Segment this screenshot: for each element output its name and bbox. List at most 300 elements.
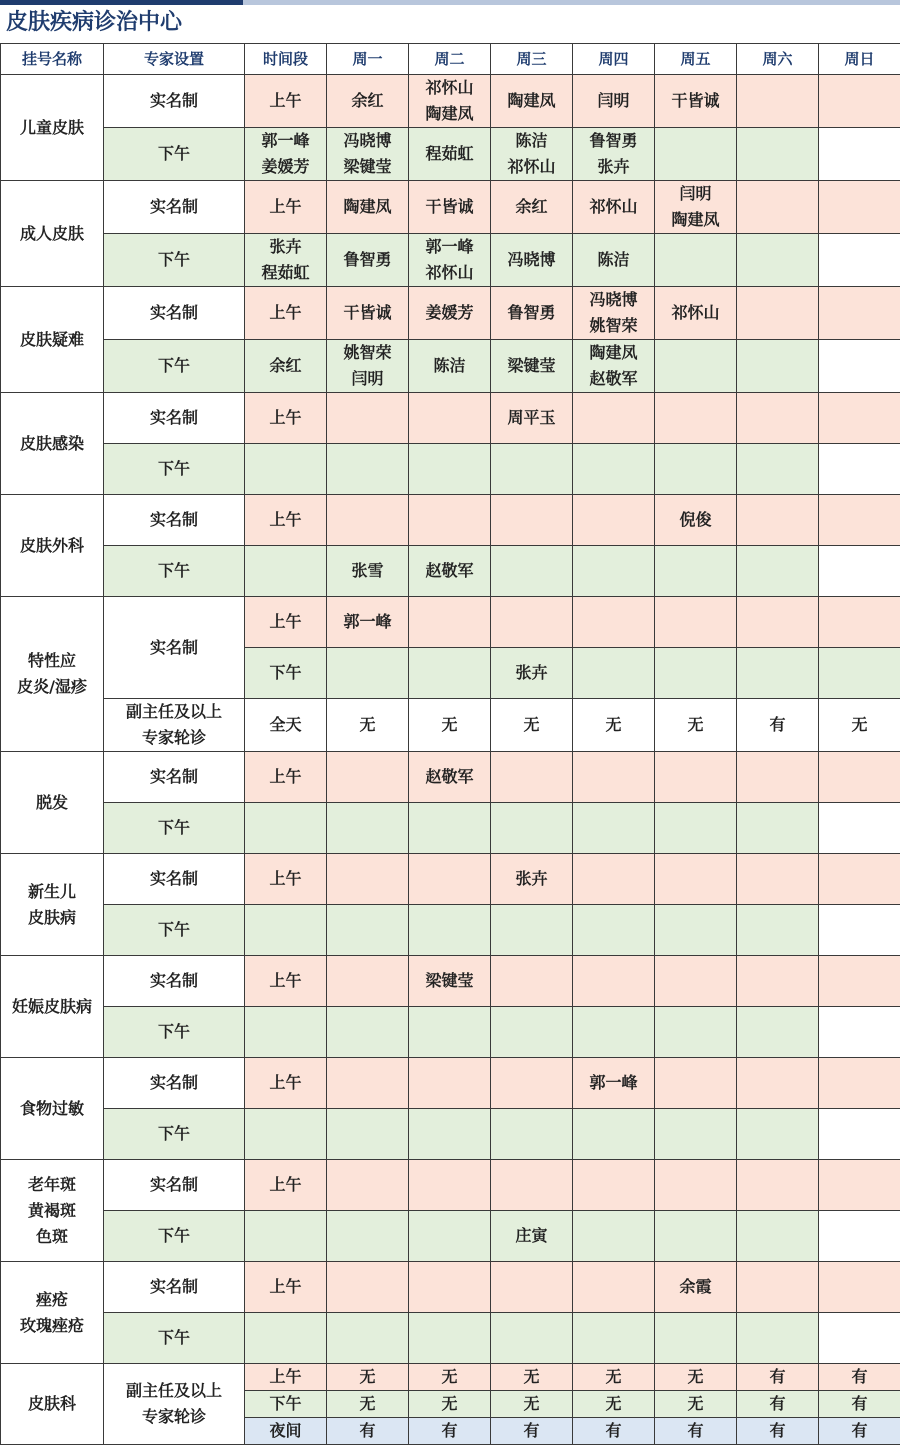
schedule-cell [409, 803, 491, 854]
schedule-cell [245, 546, 327, 597]
schedule-cell [819, 854, 900, 905]
schedule-cell [819, 287, 900, 340]
cell-text: 副主任及以上 [104, 1378, 244, 1404]
cell-text: 无 [655, 1391, 736, 1417]
schedule-cell [327, 752, 409, 803]
schedule-cell [327, 128, 409, 181]
schedule-cell [737, 803, 819, 854]
schedule-cell [491, 495, 573, 546]
cell-text: 有 [819, 1391, 900, 1417]
schedule-cell [327, 495, 409, 546]
schedule-cell [491, 699, 573, 752]
schedule-cell [327, 181, 409, 234]
schedule-cell [491, 854, 573, 905]
cell-text: 陶建凤 [409, 101, 490, 127]
table-row [1, 234, 900, 287]
expert-setting-cell [104, 854, 245, 905]
header-saturday: 周六 [737, 44, 819, 75]
cell-text: 无 [409, 1364, 490, 1390]
schedule-cell [491, 1058, 573, 1109]
cell-text: 实名制 [104, 764, 244, 790]
schedule-cell [491, 181, 573, 234]
cell-text: 无 [491, 1391, 572, 1417]
schedule-cell [737, 1160, 819, 1211]
cell-text: 祁怀山 [491, 154, 572, 180]
schedule-cell [409, 1211, 491, 1262]
time-period-cell: 上午 [245, 75, 327, 128]
cell-text: 痤疮 [1, 1287, 103, 1313]
cell-text: 祁怀山 [409, 75, 490, 101]
schedule-cell [491, 648, 573, 699]
schedule-cell [819, 75, 900, 128]
schedule-cell [409, 956, 491, 1007]
expert-setting-cell [104, 1364, 245, 1445]
cell-text: 皮肤外科 [1, 533, 103, 559]
cell-text: 周平玉 [491, 405, 572, 431]
cell-text: 实名制 [104, 866, 244, 892]
schedule-cell [573, 597, 655, 648]
cell-text: 有 [819, 1364, 900, 1390]
schedule-cell [491, 75, 573, 128]
schedule-cell [655, 393, 737, 444]
schedule-cell [573, 444, 655, 495]
cell-text: 梁键莹 [491, 353, 572, 379]
schedule-cell [491, 546, 573, 597]
time-period-cell: 下午 [104, 546, 245, 597]
cell-text: 脱发 [1, 790, 103, 816]
cell-text: 实名制 [104, 300, 244, 326]
cell-text: 实名制 [104, 968, 244, 994]
table-row [1, 444, 900, 495]
schedule-cell [655, 234, 737, 287]
schedule-cell [655, 1058, 737, 1109]
schedule-cell [737, 597, 819, 648]
expert-setting-cell [104, 1058, 245, 1109]
registration-name-cell [1, 75, 104, 181]
cell-text: 陈洁 [409, 353, 490, 379]
schedule-cell [737, 1109, 819, 1160]
schedule-cell [655, 648, 737, 699]
schedule-cell [655, 1313, 737, 1364]
schedule-cell [491, 1211, 573, 1262]
schedule-cell [327, 1391, 409, 1418]
schedule-cell [655, 699, 737, 752]
cell-text: 倪俊 [655, 507, 736, 533]
cell-text: 无 [573, 1364, 654, 1390]
schedule-cell [819, 752, 900, 803]
header-registration-name: 挂号名称 [1, 44, 104, 75]
time-period-cell: 夜间 [245, 1418, 327, 1445]
schedule-cell [409, 854, 491, 905]
header-time-period: 时间段 [245, 44, 327, 75]
schedule-cell [573, 234, 655, 287]
table-row [1, 1058, 900, 1109]
schedule-cell [491, 956, 573, 1007]
cell-text: 皮肤疑难 [1, 327, 103, 353]
time-period-cell: 上午 [245, 854, 327, 905]
schedule-cell [819, 181, 900, 234]
expert-setting-cell [104, 597, 245, 699]
cell-text: 闫明 [327, 366, 408, 392]
schedule-cell [655, 287, 737, 340]
schedule-cell [573, 340, 655, 393]
schedule-cell [819, 1262, 900, 1313]
schedule-cell [737, 1007, 819, 1058]
schedule-cell [409, 1418, 491, 1445]
cell-text: 赵敬军 [573, 366, 654, 392]
time-period-cell: 下午 [104, 905, 245, 956]
cell-text: 陶建凤 [327, 194, 408, 220]
cell-text: 鲁智勇 [327, 247, 408, 273]
schedule-cell [655, 546, 737, 597]
schedule-cell [327, 597, 409, 648]
schedule-cell [409, 1160, 491, 1211]
schedule-cell [491, 1418, 573, 1445]
schedule-cell [573, 393, 655, 444]
cell-text: 张卉 [573, 154, 654, 180]
schedule-cell [245, 128, 327, 181]
cell-text: 郭一峰 [573, 1070, 654, 1096]
cell-text: 实名制 [104, 635, 244, 661]
cell-text: 程茹虹 [245, 260, 326, 286]
time-period-cell: 上午 [245, 1160, 327, 1211]
schedule-cell [737, 752, 819, 803]
table-row [1, 752, 900, 803]
schedule-cell [573, 1109, 655, 1160]
cell-text: 无 [409, 1391, 490, 1417]
registration-name-cell [1, 1262, 104, 1364]
schedule-cell [245, 1007, 327, 1058]
schedule-cell [573, 287, 655, 340]
cell-text: 专家轮诊 [104, 725, 244, 751]
schedule-cell [409, 1313, 491, 1364]
schedule-cell [737, 905, 819, 956]
schedule-cell [655, 75, 737, 128]
table-row [1, 546, 900, 597]
time-period-cell: 下午 [245, 648, 327, 699]
registration-name-cell [1, 1364, 104, 1445]
cell-text: 无 [819, 712, 900, 738]
schedule-cell [819, 597, 900, 648]
time-period-cell: 全天 [245, 699, 327, 752]
schedule-body [1, 75, 900, 1445]
schedule-cell [409, 905, 491, 956]
schedule-cell [573, 854, 655, 905]
table-row [1, 1364, 900, 1391]
cell-text: 祁怀山 [409, 260, 490, 286]
cell-text: 无 [409, 712, 490, 738]
schedule-cell [409, 597, 491, 648]
schedule-cell [737, 128, 819, 181]
schedule-cell [409, 1007, 491, 1058]
cell-text: 陈洁 [491, 128, 572, 154]
table-row [1, 597, 900, 648]
table-row [1, 75, 900, 128]
schedule-cell [245, 1109, 327, 1160]
schedule-cell [655, 1262, 737, 1313]
cell-text: 郭一峰 [409, 234, 490, 260]
cell-text: 祁怀山 [655, 300, 736, 326]
cell-text: 无 [573, 1391, 654, 1417]
cell-text: 无 [491, 1364, 572, 1390]
schedule-cell [655, 1007, 737, 1058]
schedule-cell [737, 1058, 819, 1109]
schedule-cell [573, 1313, 655, 1364]
schedule-cell [819, 956, 900, 1007]
schedule-cell [573, 495, 655, 546]
schedule-cell [491, 1313, 573, 1364]
schedule-cell [327, 546, 409, 597]
schedule-cell [573, 128, 655, 181]
schedule-cell [327, 234, 409, 287]
cell-text: 余红 [327, 88, 408, 114]
schedule-cell [573, 1160, 655, 1211]
schedule-cell [491, 752, 573, 803]
cell-text: 特性应 [1, 648, 103, 674]
cell-text: 程茹虹 [409, 141, 490, 167]
cell-text: 妊娠皮肤病 [1, 994, 103, 1020]
schedule-cell [327, 287, 409, 340]
cell-text: 有 [655, 1418, 736, 1444]
schedule-cell [245, 803, 327, 854]
header-monday: 周一 [327, 44, 409, 75]
cell-text: 实名制 [104, 1172, 244, 1198]
registration-name-cell [1, 287, 104, 393]
schedule-cell [655, 803, 737, 854]
schedule-cell [409, 1364, 491, 1391]
cell-text: 皮肤科 [1, 1391, 103, 1417]
schedule-cell [409, 1109, 491, 1160]
header-wednesday: 周三 [491, 44, 573, 75]
table-row [1, 905, 900, 956]
schedule-cell [573, 1007, 655, 1058]
table-row [1, 1007, 900, 1058]
schedule-cell [573, 1211, 655, 1262]
schedule-cell [409, 699, 491, 752]
cell-text: 陶建凤 [573, 340, 654, 366]
cell-text: 梁键莹 [327, 154, 408, 180]
cell-text: 张卉 [491, 866, 572, 892]
schedule-cell [491, 1007, 573, 1058]
schedule-cell [573, 1418, 655, 1445]
cell-text: 冯晓博 [327, 128, 408, 154]
table-row [1, 1160, 900, 1211]
schedule-cell [327, 1313, 409, 1364]
schedule-cell [409, 234, 491, 287]
cell-text: 老年斑 [1, 1172, 103, 1198]
registration-name-cell [1, 854, 104, 956]
schedule-cell [655, 1109, 737, 1160]
schedule-cell [491, 393, 573, 444]
time-period-cell: 上午 [245, 393, 327, 444]
registration-name-cell [1, 597, 104, 752]
schedule-cell [737, 854, 819, 905]
cell-text: 食物过敏 [1, 1096, 103, 1122]
table-row [1, 1211, 900, 1262]
cell-text: 实名制 [104, 507, 244, 533]
table-row [1, 128, 900, 181]
cell-text: 郭一峰 [327, 609, 408, 635]
cell-text: 姜媛芳 [245, 154, 326, 180]
cell-text: 余红 [245, 353, 326, 379]
schedule-cell [737, 699, 819, 752]
schedule-cell [327, 1418, 409, 1445]
schedule-cell [737, 181, 819, 234]
page-title: 皮肤疾病诊治中心 [6, 8, 182, 38]
cell-text: 陈洁 [573, 247, 654, 273]
header-row [1, 44, 900, 75]
schedule-cell [573, 1058, 655, 1109]
cell-text: 无 [573, 712, 654, 738]
cell-text: 副主任及以上 [104, 699, 244, 725]
schedule-cell [409, 128, 491, 181]
cell-text: 陶建凤 [491, 88, 572, 114]
schedule-cell [655, 1418, 737, 1445]
schedule-cell [245, 340, 327, 393]
schedule-cell [491, 287, 573, 340]
schedule-cell [491, 1160, 573, 1211]
schedule-cell [327, 444, 409, 495]
schedule-cell [655, 752, 737, 803]
schedule-cell [327, 1160, 409, 1211]
schedule-cell [573, 75, 655, 128]
table-row [1, 495, 900, 546]
schedule-cell [573, 905, 655, 956]
cell-text: 无 [327, 712, 408, 738]
schedule-cell [573, 803, 655, 854]
cell-text: 姚智荣 [573, 313, 654, 339]
registration-name-cell [1, 1160, 104, 1262]
cell-text: 梁键莹 [409, 968, 490, 994]
cell-text: 有 [573, 1418, 654, 1444]
schedule-cell [327, 340, 409, 393]
cell-text: 成人皮肤 [1, 221, 103, 247]
header-tuesday: 周二 [409, 44, 491, 75]
schedule-cell [409, 1262, 491, 1313]
time-period-cell: 下午 [104, 1007, 245, 1058]
schedule-cell [655, 597, 737, 648]
schedule-cell [737, 75, 819, 128]
schedule-cell [409, 444, 491, 495]
time-period-cell: 下午 [104, 128, 245, 181]
schedule-cell [737, 287, 819, 340]
schedule-cell [819, 699, 900, 752]
schedule-cell [655, 181, 737, 234]
schedule-cell [491, 1262, 573, 1313]
schedule-cell [819, 1160, 900, 1211]
schedule-cell [819, 648, 900, 699]
schedule-cell [819, 1418, 900, 1445]
expert-setting-cell [104, 181, 245, 234]
schedule-cell [573, 1364, 655, 1391]
schedule-cell [409, 75, 491, 128]
schedule-cell [737, 393, 819, 444]
schedule-cell [573, 181, 655, 234]
schedule-cell [409, 181, 491, 234]
schedule-cell [737, 1211, 819, 1262]
schedule-cell [409, 1058, 491, 1109]
schedule-cell [491, 1109, 573, 1160]
schedule-cell [327, 1364, 409, 1391]
schedule-cell [327, 803, 409, 854]
schedule-cell [327, 699, 409, 752]
schedule-cell [491, 905, 573, 956]
cell-text: 无 [327, 1391, 408, 1417]
expert-setting-cell [104, 287, 245, 340]
cell-text: 皮肤感染 [1, 431, 103, 457]
cell-text: 祁怀山 [573, 194, 654, 220]
time-period-cell: 下午 [104, 1313, 245, 1364]
schedule-cell [327, 1058, 409, 1109]
cell-text: 无 [327, 1364, 408, 1390]
schedule-cell [327, 648, 409, 699]
schedule-cell [409, 546, 491, 597]
schedule-cell [327, 75, 409, 128]
cell-text: 色斑 [1, 1224, 103, 1250]
time-period-cell: 下午 [104, 444, 245, 495]
table-row [1, 1313, 900, 1364]
schedule-cell [737, 648, 819, 699]
table-row [1, 181, 900, 234]
cell-text: 陶建凤 [655, 207, 736, 233]
schedule-cell [737, 234, 819, 287]
cell-text: 无 [491, 712, 572, 738]
cell-text: 有 [327, 1418, 408, 1444]
cell-text: 余红 [491, 194, 572, 220]
schedule-cell [655, 128, 737, 181]
schedule-cell [245, 905, 327, 956]
schedule-cell [491, 1391, 573, 1418]
schedule-cell [409, 340, 491, 393]
schedule-cell [819, 393, 900, 444]
schedule-cell [409, 287, 491, 340]
time-period-cell: 下午 [104, 1211, 245, 1262]
expert-setting-cell [104, 1262, 245, 1313]
time-period-cell: 下午 [104, 1109, 245, 1160]
schedule-cell [819, 1364, 900, 1391]
time-period-cell: 上午 [245, 1364, 327, 1391]
expert-setting-cell [104, 75, 245, 128]
cell-text: 姜媛芳 [409, 300, 490, 326]
cell-text: 有 [737, 1364, 818, 1390]
schedule-cell [491, 1364, 573, 1391]
cell-text: 实名制 [104, 1274, 244, 1300]
cell-text: 张卉 [491, 660, 572, 686]
schedule-cell [491, 597, 573, 648]
header-friday: 周五 [655, 44, 737, 75]
cell-text: 冯晓博 [491, 247, 572, 273]
schedule-cell [737, 1313, 819, 1364]
table-row [1, 287, 900, 340]
schedule-cell [655, 340, 737, 393]
schedule-cell [327, 1211, 409, 1262]
schedule-cell [573, 546, 655, 597]
cell-text: 实名制 [104, 1070, 244, 1096]
time-period-cell: 上午 [245, 495, 327, 546]
schedule-cell [655, 1364, 737, 1391]
cell-text: 有 [737, 712, 818, 738]
cell-text: 有 [737, 1418, 818, 1444]
cell-text: 干皆诚 [409, 194, 490, 220]
cell-text: 冯晓博 [573, 287, 654, 313]
cell-text: 闫明 [573, 88, 654, 114]
schedule-cell [491, 128, 573, 181]
time-period-cell: 下午 [104, 803, 245, 854]
schedule-cell [737, 956, 819, 1007]
table-row [1, 699, 900, 752]
registration-name-cell [1, 495, 104, 597]
schedule-cell [655, 854, 737, 905]
